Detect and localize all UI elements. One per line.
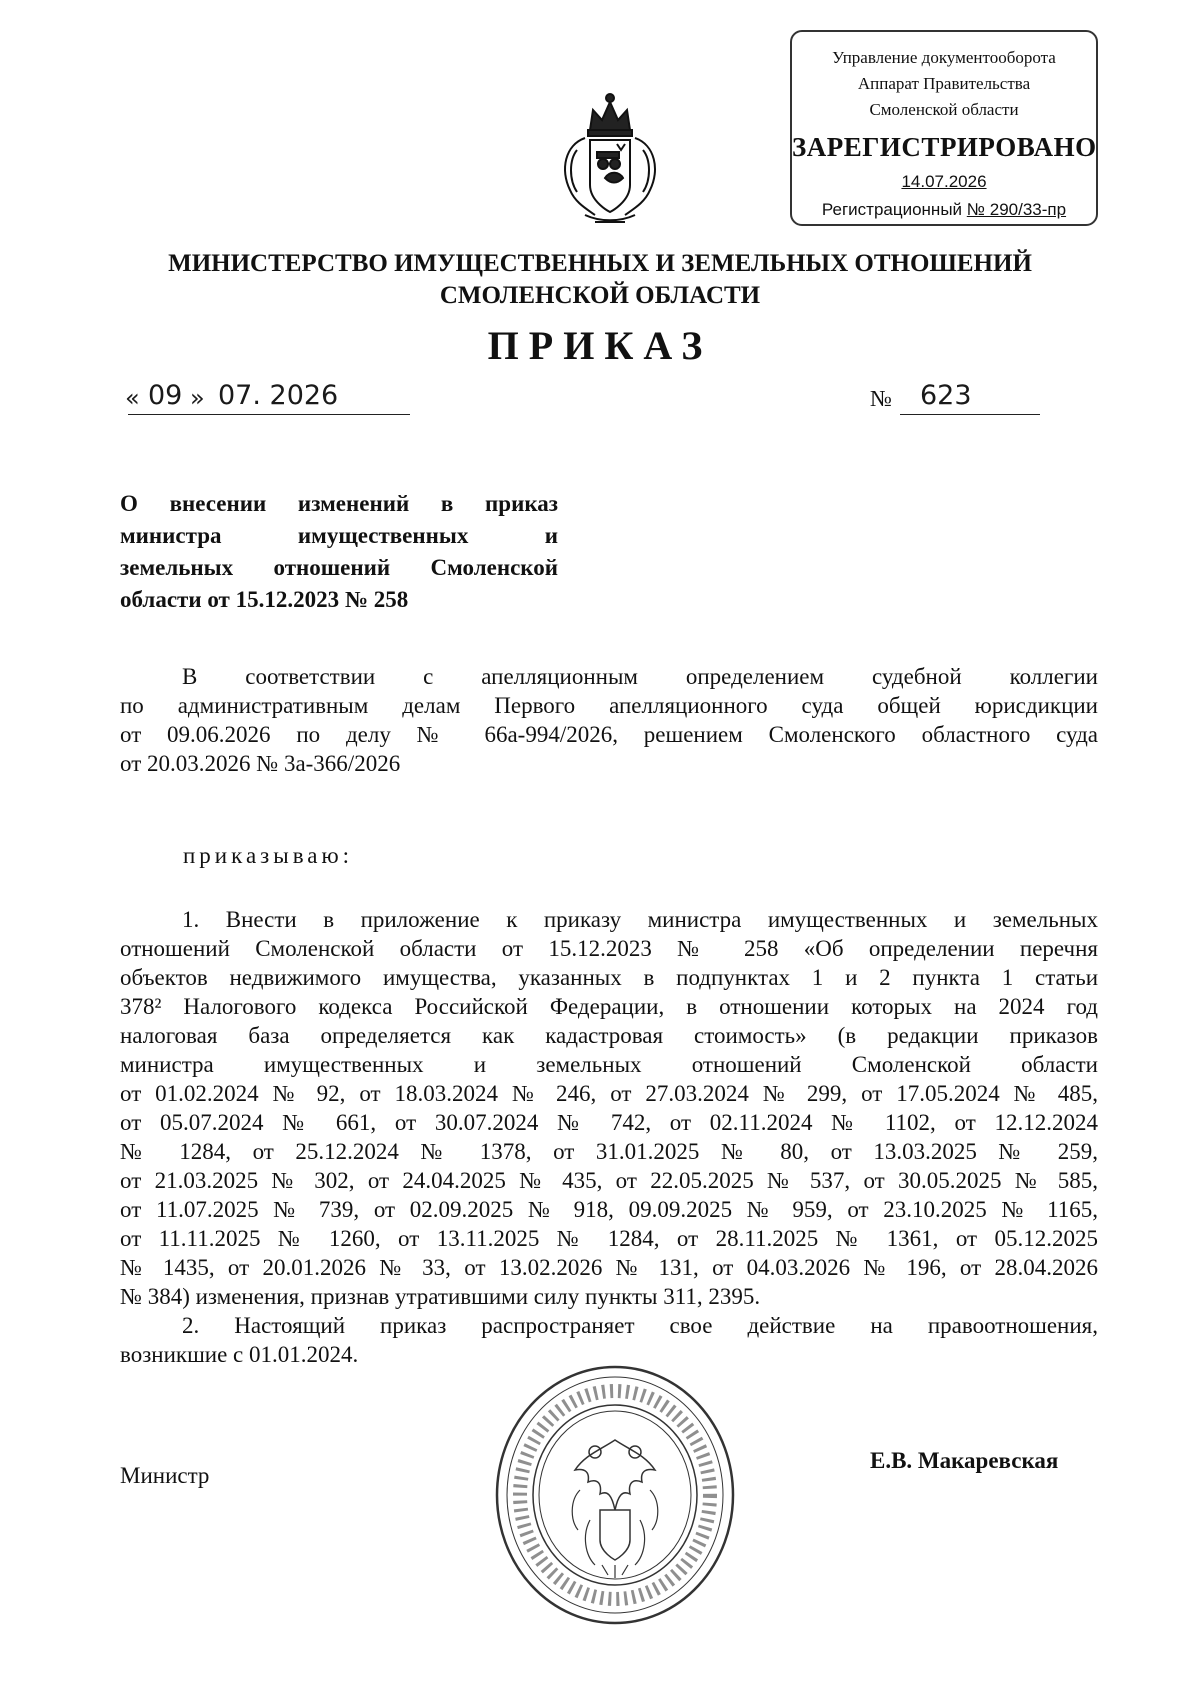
item-1-line: № 384) изменения, признав утратившими силу пункты 311, 2395.: [120, 1284, 761, 1309]
preamble-line: по административным делам Первого апелляционного суда общей юрисдикции: [120, 693, 1098, 718]
stamp-line-1: Управление документооборота: [832, 48, 1056, 67]
item-1-line: № 1435, от 20.01.2026 № 33, от 13.02.2026 № 131, от 04.03.2026 № 196, от 28.04.2026: [120, 1255, 1098, 1280]
signer-position: Министр: [120, 1463, 210, 1488]
item-1-line: от 01.02.2024 № 92, от 18.03.2024 № 246, от 27.03.2024 № 299, от 17.05.2024 № 485,: [120, 1081, 1098, 1106]
stamp-line-2: Аппарат Правительства: [857, 74, 1031, 93]
subject-line: области от 15.12.2023 № 258: [120, 587, 409, 612]
item-2-line: 2. Настоящий приказ распространяет свое действие на правоотношения,: [182, 1313, 1098, 1338]
subject-line: министра имущественных и: [120, 523, 558, 548]
item-1-paragraph: [120, 905, 1098, 1311]
signer-name: Е.В. Макаревская: [870, 1448, 1059, 1473]
order-word: приказываю:: [183, 843, 354, 868]
coat-of-arms-icon: [555, 90, 665, 230]
subject-line: земельных отношений Смоленской: [120, 555, 558, 580]
order-number-value: 623: [920, 380, 972, 411]
item-1-line: от 05.07.2024 № 661, от 30.07.2024 № 742, от 02.11.2024 № 1102, от 12.12.2024: [120, 1110, 1098, 1135]
item-1-line: № 1284, от 25.12.2024 № 1378, от 31.01.2025 № 80, от 13.03.2025 № 259,: [120, 1139, 1098, 1164]
item-2-line: возникшие с 01.01.2024.: [120, 1342, 359, 1367]
item-1-line: отношений Смоленской области от 15.12.2023 № 258 «Об определении перечня: [120, 936, 1098, 961]
stamp-line-3: Смоленской области: [869, 100, 1019, 119]
document-type-title: ПРИКАЗ: [487, 323, 713, 368]
order-subject: [120, 488, 558, 616]
stamp-registration: [792, 200, 1096, 220]
stamp-status: ЗАРЕГИСТРИРОВАНО: [792, 132, 1097, 162]
preamble-line: В соответствии с апелляционным определением судебной коллегии: [182, 664, 1098, 689]
item-1-line: министра имущественных и земельных отношений Смоленской области: [120, 1052, 1098, 1077]
item-1-line: объектов недвижимого имущества, указанных в подпунктах 1 и 2 пункта 1 статьи: [120, 965, 1098, 990]
order-number-label: №: [870, 386, 892, 411]
subject-line: О внесении изменений в приказ: [120, 491, 558, 516]
order-date-month-year: 07. 2026: [218, 380, 339, 411]
order-date-day: 09: [148, 380, 183, 411]
item-1-line: 1. Внести в приложение к приказу министра имущественных и земельных: [182, 907, 1098, 932]
stamp-reg-label: Регистрационный: [821, 200, 963, 219]
stamp-date-value: 14.07.2026: [901, 172, 987, 191]
item-1-line: налоговая база определяется как кадастровая стоимость» (в редакции приказов: [120, 1023, 1098, 1048]
item-1-line: от 21.03.2025 № 302, от 24.04.2025 № 435, от 22.05.2025 № 537, от 30.05.2025 № 585,: [120, 1168, 1098, 1193]
preamble-line: от 20.03.2026 № 3а-366/2026: [120, 751, 401, 776]
preamble-paragraph: [120, 662, 1098, 778]
ministry-title-line-1: МИНИСТЕРСТВО ИМУЩЕСТВЕННЫХ И ЗЕМЕЛЬНЫХ ОТНОШЕНИЙ: [168, 250, 1032, 277]
registration-stamp: [790, 30, 1098, 226]
item-1-line: от 11.11.2025 № 1260, от 13.11.2025 № 1284, от 28.11.2025 № 1361, от 05.12.2025: [120, 1226, 1098, 1251]
stamp-date: [792, 172, 1096, 192]
date-close-quote: »: [190, 384, 205, 412]
ministry-title-line-2: СМОЛЕНСКОЙ ОБЛАСТИ: [439, 282, 761, 309]
item-1-line: 378² Налогового кодекса Российской Федерации, в отношении которых на 2024 год: [120, 994, 1098, 1019]
item-1-line: от 11.07.2025 № 739, от 02.09.2025 № 918, 09.09.2025 № 959, от 23.10.2025 № 1165,: [120, 1197, 1098, 1222]
official-seal-icon: [490, 1360, 740, 1630]
stamp-reg-number: № 290/33-пр: [966, 200, 1067, 219]
date-open-quote: «: [125, 384, 140, 412]
preamble-line: от 09.06.2026 по делу № 66а-994/2026, решением Смоленского областного суда: [120, 722, 1098, 747]
